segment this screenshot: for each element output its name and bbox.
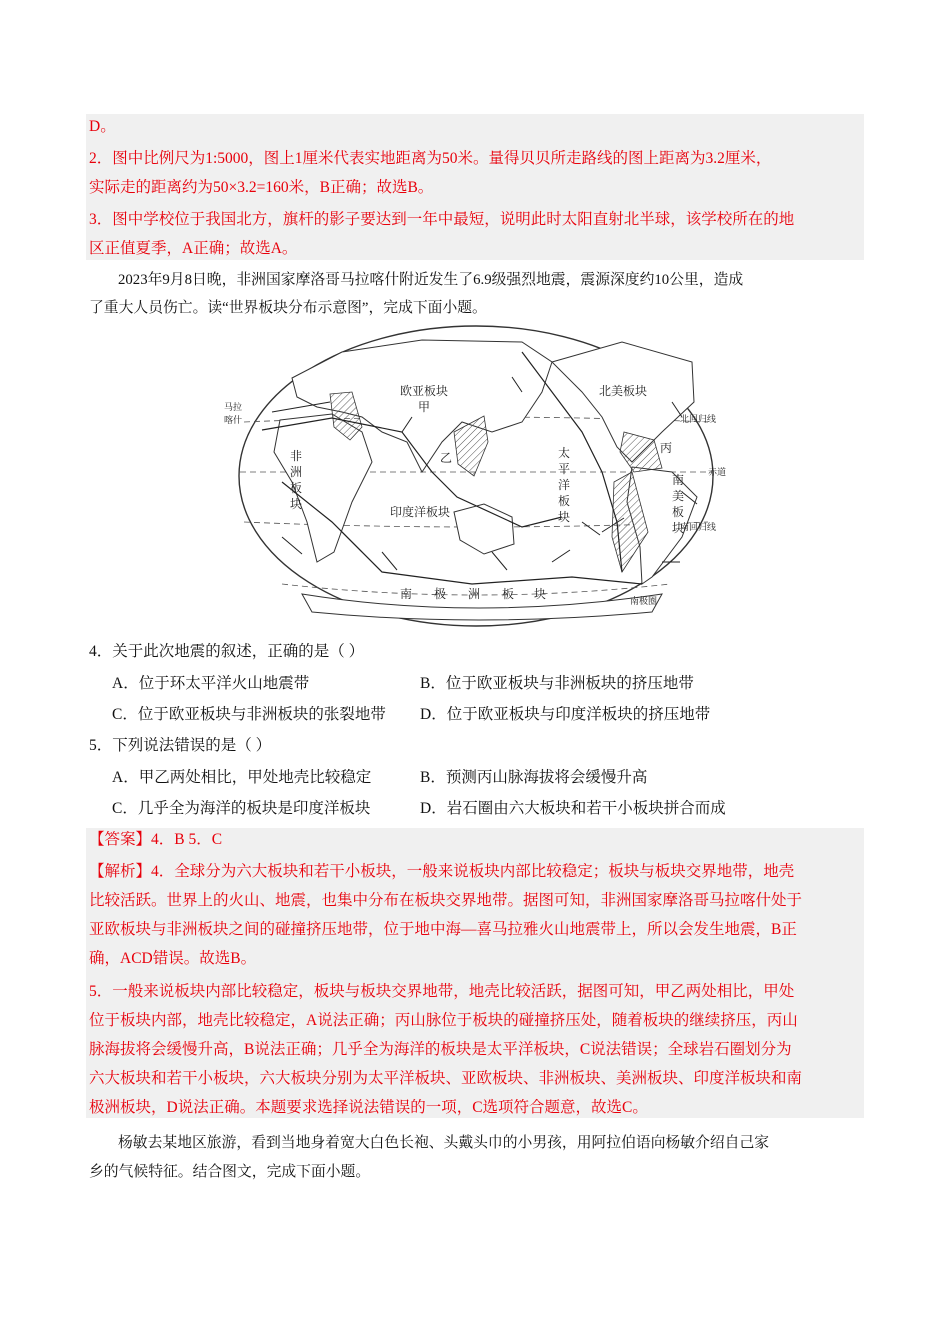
solution-q2-line1: 2．图中比例尺为1:5000，图上1厘米代表实地距离为50米。量得贝贝所走路线的图上距离为3.2厘米， <box>89 150 772 167</box>
analysis-q5-line3: 脉海拔将会缓慢升高，B说法正确；几乎全为海洋的板块是太平洋板块，C说法错误；全球岩石圈划分为 <box>89 1041 792 1058</box>
label-pacific-plate <box>558 445 570 524</box>
svg-text:非: 非 <box>290 449 303 463</box>
intro-line2: 了重大人员伤亡。读“世界板块分布示意图”，完成下面小题。 <box>89 300 487 316</box>
svg-text:南: 南 <box>400 587 413 601</box>
answer-line <box>89 830 222 850</box>
q5-option-d[interactable]: D．岩石圈由六大板块和若干小板块拼合而成 <box>420 800 726 817</box>
label-tropic-capricorn: 南回归线 <box>680 523 717 533</box>
label-jia: 甲 <box>418 400 431 414</box>
svg-text:极: 极 <box>434 587 447 601</box>
answer-text: 4．B 5．C <box>151 831 223 848</box>
world-plate-map <box>222 322 730 630</box>
svg-text:洲: 洲 <box>290 465 303 479</box>
svg-text:洋: 洋 <box>558 478 571 492</box>
solution-q3-line1: 3．图中学校位于我国北方，旗杆的影子要达到一年中最短，说明此时太阳直射北半球，该学校所在的地 <box>89 211 795 228</box>
analysis-q5-line4: 六大板块和若干小板块，六大板块分别为太平洋板块、亚欧板块、非洲板块、美洲板块、印度洋板块和南 <box>89 1070 803 1087</box>
svg-text:板: 板 <box>290 481 303 495</box>
label-yi: 乙 <box>440 451 453 465</box>
analysis-q5-line1: 5．一般来说板块内部比较稳定，板块与板块交界地带，地壳比较活跃，据图可知，甲乙两处相比，甲处 <box>89 983 795 1000</box>
label-north-american-plate: 北美板块 <box>599 384 648 398</box>
q4-option-d[interactable]: D．位于欧亚板块与印度洋板块的挤压地带 <box>420 706 711 723</box>
svg-text:块: 块 <box>534 587 547 601</box>
svg-text:块: 块 <box>290 497 303 511</box>
solution-line-d: D。 <box>89 118 116 135</box>
svg-text:块: 块 <box>672 521 685 535</box>
label-marrakech-1: 马拉 <box>224 403 243 413</box>
label-tropic-cancer: 北回归线 <box>680 415 717 425</box>
analysis-q4-line3: 亚欧板块与非洲板块之间的碰撞挤压地带，位于地中海—喜马拉雅火山地震带上，所以会发生地震，B正 <box>89 921 797 938</box>
q5-option-b[interactable]: B．预测丙山脉海拔将会缓慢升高 <box>420 769 648 786</box>
analysis-tag: 【解析】 <box>89 863 152 880</box>
svg-text:洲: 洲 <box>468 587 481 601</box>
svg-text:平: 平 <box>558 462 571 476</box>
q5-stem: 5．下列说法错误的是（ ） <box>89 737 272 754</box>
solution-q3-line2: 区正值夏季，A正确；故选A。 <box>89 240 298 257</box>
answer-tag: 【答案】 <box>89 831 152 848</box>
analysis-q4-line1: 【解析】4．全球分为六大板块和若干小板块，一般来说板块内部比较稳定；板块与板块交界地带，地壳 <box>89 863 795 880</box>
q4-stem: 4．关于此次地震的叙述，正确的是（ ） <box>89 643 365 660</box>
label-marrakech-2: 喀什 <box>224 416 243 426</box>
analysis-q4-line4: 确，ACD错误。故选B。 <box>89 950 257 967</box>
intro-line1: 2023年9月8日晚，非洲国家摩洛哥马拉喀什附近发生了6.9级强烈地震，震源深度约10公里，造成 <box>118 272 744 288</box>
svg-text:板: 板 <box>672 505 685 519</box>
q4-option-c[interactable]: C．位于欧亚板块与非洲板块的张裂地带 <box>112 706 386 723</box>
label-eurasian-plate: 欧亚板块 <box>400 384 449 398</box>
analysis-q5-line5: 极洲板块，D说法正确。本题要求选择说法错误的一项，C选项符合题意，故选C。 <box>89 1099 648 1116</box>
q4-option-a[interactable]: A．位于环太平洋火山地震带 <box>112 675 310 692</box>
svg-text:块: 块 <box>558 510 571 524</box>
next-passage-line2: 乡的气候特征。结合图文，完成下面小题。 <box>89 1164 371 1180</box>
svg-text:板: 板 <box>558 494 571 508</box>
svg-text:美: 美 <box>672 489 685 503</box>
label-antarctic-circle: 南极圈 <box>630 597 658 607</box>
svg-text:南: 南 <box>672 473 685 487</box>
svg-text:太: 太 <box>558 446 571 460</box>
label-equator: 赤道 <box>708 468 727 478</box>
label-indian-plate: 印度洋板块 <box>390 505 451 519</box>
label-bing: 丙 <box>660 441 673 455</box>
q5-option-c[interactable]: C．几乎全为海洋的板块是印度洋板块 <box>112 800 371 817</box>
next-passage-line1: 杨敏去某地区旅游，看到当地身着宽大白色长袍、头戴头巾的小男孩，用阿拉伯语向杨敏介绍自己家 <box>118 1135 770 1151</box>
solution-q2-line2: 实际走的距离约为50×3.2=160米，B正确；故选B。 <box>89 179 434 196</box>
q4-option-b[interactable]: B．位于欧亚板块与非洲板块的挤压地带 <box>420 675 694 692</box>
q5-option-a[interactable]: A．甲乙两处相比，甲处地壳比较稳定 <box>112 769 372 786</box>
svg-text:板: 板 <box>502 587 515 601</box>
analysis-q4-line2: 比较活跃。世界上的火山、地震，也集中分布在板块交界地带。据图可知，非洲国家摩洛哥马拉喀什处于 <box>89 892 803 909</box>
analysis-q5-line2: 位于板块内部，地壳比较稳定，A说法正确；丙山脉位于板块的碰撞挤压处，随着板块的继续挤压，丙山 <box>89 1012 798 1029</box>
